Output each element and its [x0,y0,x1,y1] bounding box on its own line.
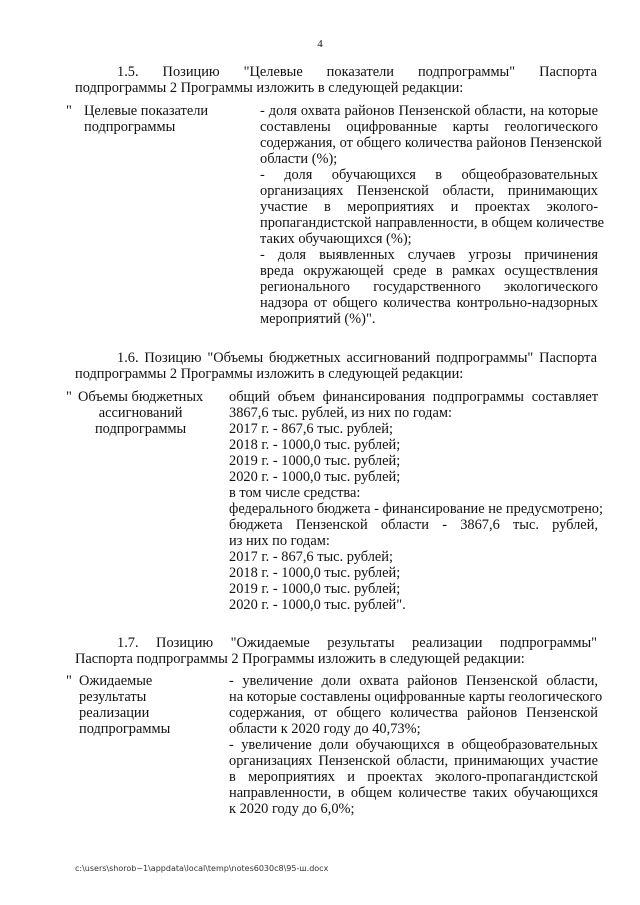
content-line: области к 2020 году до 40,73%; [229,721,421,737]
content-line: мероприятий (%)". [260,311,376,327]
content-line: 2020 г. - 1000,0 тыс. рублей; [229,469,401,485]
content-line: составлены оцифрованные карты геологического [260,119,598,135]
content-line: организациях Пензенской области, принимающих [260,183,598,199]
document-file-path: c:\users\shorob~1\appdata\local\temp\notes6030c8\95-ш.docx [75,864,329,873]
section-1-5-content [260,103,605,327]
content-line: содержания, от общего количества районов Пензенской [260,135,602,151]
content-line: - увеличение доли охвата районов Пензенской области, [229,673,598,689]
content-line: 2018 г. - 1000,0 тыс. рублей; [229,437,401,453]
content-line: содержания, от общего количества районов Пензенской [229,705,598,721]
content-line: к 2020 году до 6,0%; [229,801,355,817]
label-line: Целевые показатели [84,103,209,119]
content-line: 2019 г. - 1000,0 тыс. рублей; [229,453,401,469]
content-line: надзора от общего количества контрольно-надзорных [260,295,598,311]
label-line: подпрограммы [79,721,171,737]
section-1-5-label [84,103,208,135]
heading-line: подпрограммы 2 Программы изложить в следующей редакции: [75,366,464,382]
page-number: 4 [317,38,323,50]
content-line: 2017 г. - 867,6 тыс. рублей; [229,421,394,437]
content-line: в том числе средства: [229,485,361,501]
content-line: таких обучающихся (%); [260,231,412,247]
content-line: - увеличение доли обучающихся в общеобразовательных [229,737,598,753]
section-1-7-label [79,673,170,737]
content-line: области (%); [260,151,338,167]
content-line: 3867,6 тыс. рублей, из них по годам: [229,405,452,421]
section-1-7-heading [75,635,597,667]
section-1-5-heading [75,64,597,96]
content-line: пропагандистской направленности, в общем количестве [260,215,605,231]
label-line: подпрограммы [94,421,187,437]
content-line: 2019 г. - 1000,0 тыс. рублей; [229,581,401,597]
content-line: - доля выявленных случаев угрозы причинения [260,247,598,263]
opening-quote-mark: " [66,673,72,689]
heading-line: 1.7. Позицию "Ожидаемые результаты реализации подпрограммы" [117,635,597,651]
label-line: реализации [79,705,150,721]
content-line: 2018 г. - 1000,0 тыс. рублей; [229,565,401,581]
label-line: Ожидаемые [79,673,153,689]
opening-quote-mark: " [66,103,72,119]
heading-line: 1.5. Позицию "Целевые показатели подпрограммы" Паспорта [117,64,597,80]
content-line: в мероприятиях и проектах эколого-пропагандистской [229,769,598,785]
content-line: регионального государственного экологического [260,279,598,295]
content-line: 2020 г. - 1000,0 тыс. рублей". [229,597,406,613]
section-1-6-label [78,389,203,437]
content-line: общий объем финансирования подпрограммы составляет [229,389,598,405]
heading-line: подпрограммы 2 Программы изложить в следующей редакции: [75,80,464,96]
content-line: вреда окружающей среде в рамках осуществления [260,263,598,279]
content-line: - доля охвата районов Пензенской области, на которые [260,103,598,119]
section-1-6-content [229,389,603,613]
content-line: на которые составлены оцифрованные карты геологического [229,689,603,705]
heading-line: Паспорта подпрограммы 2 Программы изложить в следующей редакции: [75,651,525,667]
content-line: организациях Пензенской области, принимающих участие [229,753,598,769]
opening-quote-mark: " [66,389,72,405]
content-line: - доля обучающихся в общеобразовательных [260,167,598,183]
heading-line: 1.6. Позицию "Объемы бюджетных ассигнований подпрограммы" Паспорта [117,350,597,366]
content-line: бюджета Пензенской области - 3867,6 тыс. рублей, [229,517,598,533]
section-1-7-content [229,673,603,817]
content-line: 2017 г. - 867,6 тыс. рублей; [229,549,394,565]
content-line: участие в мероприятиях и проектах эколого- [260,199,598,215]
label-line: Объемы бюджетных [78,389,204,405]
label-line: ассигнований [98,405,183,421]
content-line: из них по годам: [229,533,330,549]
label-line: подпрограммы [84,119,176,135]
content-line: федерального бюджета - финансирование не предусмотрено; [229,501,603,517]
section-1-6-heading [75,350,597,382]
label-line: результаты [79,689,147,705]
content-line: направленности, в общем количестве таких обучающихся [229,785,598,801]
